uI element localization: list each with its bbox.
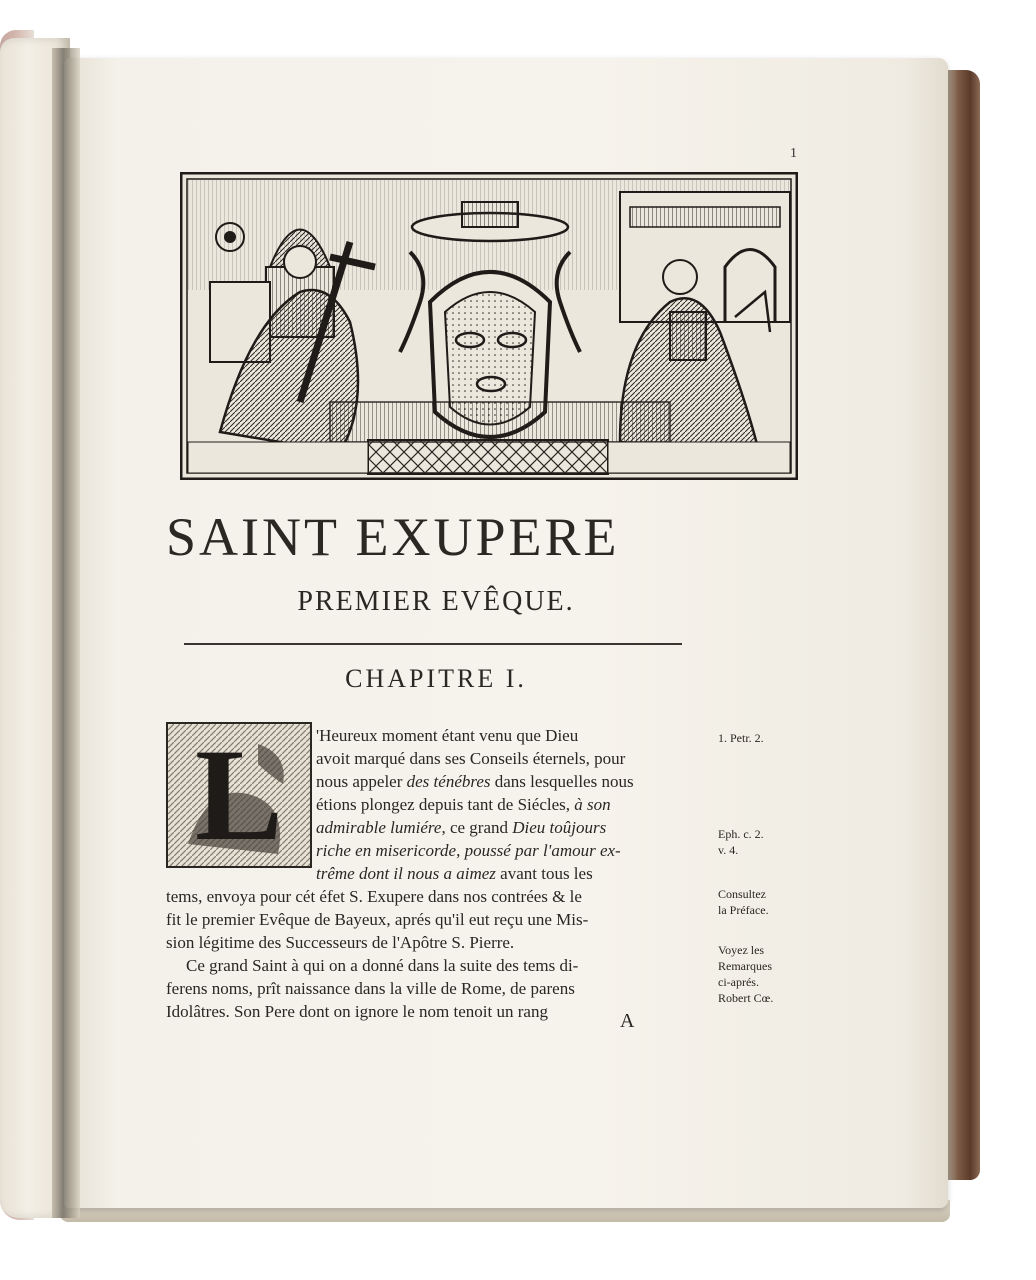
text-segment: nous appeler [316, 772, 407, 791]
margin-note-text: Remarques [718, 959, 772, 973]
text-line [166, 887, 708, 907]
text-line [316, 818, 708, 838]
signature-mark: A [620, 1010, 635, 1032]
text-line [166, 979, 708, 999]
text-line [316, 772, 708, 792]
book-gutter [52, 48, 80, 1218]
text-segment: , [456, 841, 465, 860]
text-segment: dans lesquelles nous [490, 772, 634, 791]
margin-note-text: Eph. c. 2. [718, 827, 764, 841]
text-segment: 'Heureux moment étant venu que Dieu [316, 726, 579, 745]
text-segment: étions plongez depuis tant de Siécles, [316, 795, 575, 814]
page-subtitle: PREMIER EVÊQUE. [297, 586, 575, 617]
margin-note-text: 1. Petr. 2. [718, 731, 764, 745]
margin-note-text: Consultez [718, 887, 766, 901]
text-segment-italic: riche en misericorde [316, 841, 457, 860]
text-line [316, 864, 708, 884]
title-divider [184, 643, 682, 645]
drop-cap-block [166, 722, 312, 868]
text-segment-italic: à son [574, 795, 611, 814]
text-segment: sion légitime des Successeurs de l'Apôtre S. Pierre. [166, 933, 515, 952]
text-segment-italic: admirable lumiére [316, 818, 442, 837]
chapter-heading: CHAPITRE I. [345, 664, 527, 693]
text-line [316, 795, 708, 815]
text-line [166, 910, 708, 930]
text-segment-italic: Dieu toûjours [512, 818, 607, 837]
text-line [186, 956, 708, 976]
text-segment: Idolâtres. Son Pere dont on ignore le nom tenoit un rang [166, 1002, 548, 1021]
text-segment-italic: des ténébres [406, 772, 491, 791]
margin-note [718, 826, 764, 858]
text-segment-italic: poussé par l'amour ex- [464, 841, 621, 860]
text-segment: avant tous les [495, 864, 593, 883]
woodcut-headpiece [180, 172, 798, 480]
margin-note-text: ci-aprés. [718, 975, 759, 989]
margin-note [718, 730, 764, 746]
text-line [166, 933, 708, 953]
margin-note [718, 942, 773, 1006]
text-line [316, 726, 708, 746]
drop-cap-letter: L [194, 721, 284, 868]
margin-note-text: Robert Cœ. [718, 991, 774, 1005]
margin-note-text: Voyez les [718, 943, 765, 957]
text-segment: fit le premier Evêque de Bayeux, aprés qu'il eut reçu une Mis- [166, 910, 589, 929]
margin-note-text: v. 4. [718, 843, 739, 857]
text-segment-italic: trême dont il nous a aimez [316, 864, 496, 883]
text-segment: tems, envoya pour cét éfet S. Exupere dans nos contrées & le [166, 887, 582, 906]
page-title: SAINT EXUPERE [166, 507, 620, 567]
text-segment: Ce grand Saint à qui on a donné dans la suite des tems di- [186, 956, 579, 975]
margin-note-text: la Préface. [718, 903, 769, 917]
text-segment: , ce grand [441, 818, 513, 837]
text-line [316, 749, 708, 769]
text-segment: ferens noms, prît naissance dans la ville de Rome, de parens [166, 979, 575, 998]
page-number: 1 [790, 146, 797, 161]
text-segment: avoit marqué dans ses Conseils éternels, pour [316, 749, 626, 768]
text-line [316, 841, 708, 861]
margin-note [718, 886, 769, 918]
